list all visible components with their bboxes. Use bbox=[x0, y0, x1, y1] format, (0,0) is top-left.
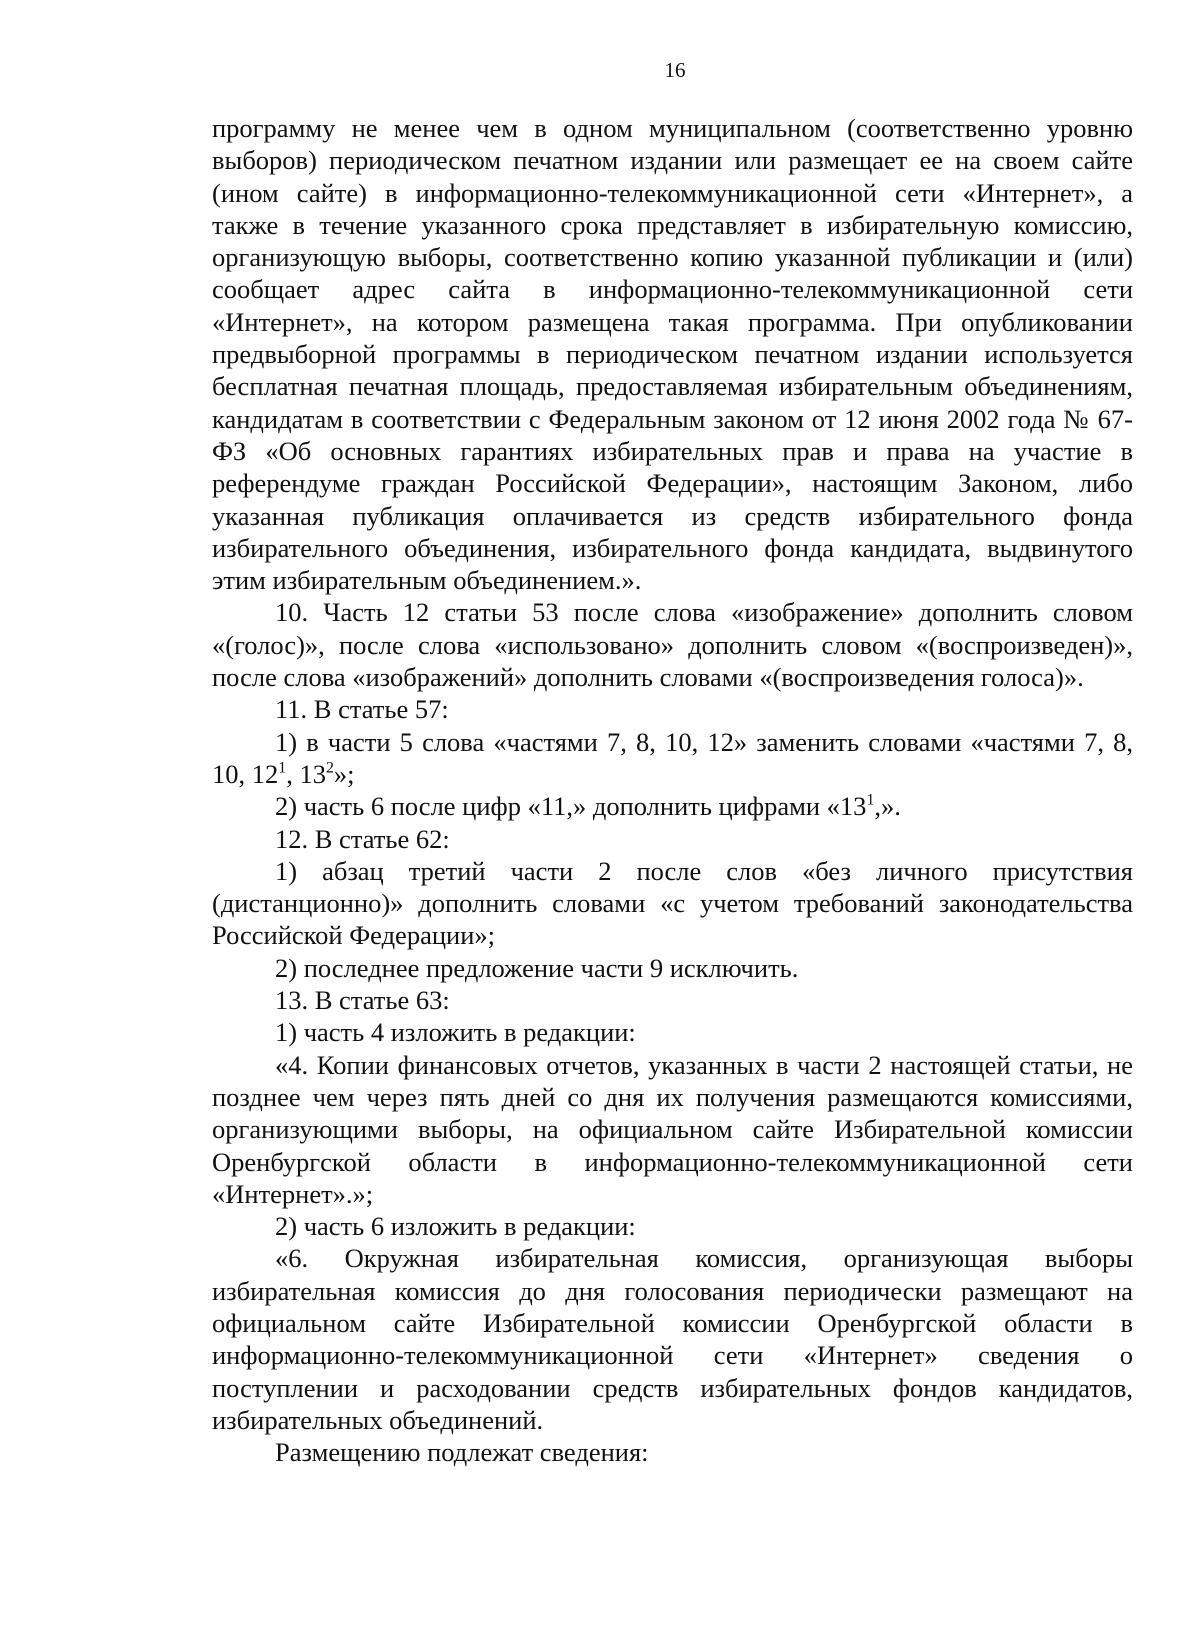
paragraph-quote-part-4: «4. Копии финансовых отчетов, указанных в части 2 настоящей статьи, не позднее чем через пять дней со дня их получения размещаются комиссиями, организующими выборы, на официальном сайте Избирательной комиссии Оренбургской области в информационно-телекоммуникационной сети «Интернет».»; bbox=[212, 1049, 1133, 1209]
paragraph-disclosure-intro: Размещению подлежат сведения: bbox=[275, 1437, 649, 1468]
document-body bbox=[212, 112, 1133, 1468]
paragraph-item-13-2: 2) часть 6 изложить в редакции: bbox=[275, 1211, 636, 1242]
paragraph-item-11-1 bbox=[212, 726, 1133, 791]
paragraph-item-12-1: 1) абзац третий части 2 после слов «без личного присутствия (дистанционно)» дополнить словами «с учетом требований законодательства Российской Федерации»; bbox=[212, 855, 1133, 951]
paragraph-item-10: 10. Часть 12 статьи 53 после слова «изображение» дополнить словом «(голос)», после слова «использовано» дополнить словом «(воспроизведен)», после слова «изображений» дополнить словами «(воспроизведения голоса)». bbox=[212, 597, 1133, 693]
paragraph-quote-part-6: «6. Окружная избирательная комиссия, организующая выборы избирательная комиссия до дня голосования периодически размещают на официальном сайте Избирательной комиссии Оренбургской области в информационно-телекоммуникационной сети «Интернет» сведения о поступлении и расходовании средств избирательных фондов кандидатов, избирательных объединений. bbox=[212, 1243, 1133, 1435]
item-11-1-end: »; bbox=[333, 758, 355, 789]
item-11-1-text: 1) в части 5 слова «частями 7, 8, 10, 12» заменить словами «частями 7, 8, 10, 12 bbox=[212, 726, 1133, 789]
paragraph-program-publication: программу не менее чем в одном муниципальном (соответственно уровню выборов) периодическом печатном издании или размещает ее на своем сайте (ином сайте) в информационно-телекоммуникационной сети «Интернет», а также в течение указанного срока представляет в избирательную комиссию, организующую выборы, соответственно копию указанной публикации и (или) сообщает адрес сайта в информационно-телекоммуникационной сети «Интернет», на котором размещена такая программа. При опубликовании предвыборной программы в периодическом печатном издании используется бесплатная печатная площадь, предоставляемая избирательным объединениям, кандидатам в соответствии с Федеральным законом от 12 июня 2002 года № 67-ФЗ «Об основных гарантиях избирательных прав и права на участие в референдуме граждан Российской Федерации», настоящим Законом, либо указанная публикация оплачивается из средств избирательного фонда избирательного объединения, избирательного фонда кандидата, выдвинутого этим избирательным объединением.». bbox=[212, 113, 1133, 596]
paragraph-item-13: 13. В статье 63: bbox=[275, 985, 450, 1016]
paragraph-item-11-2 bbox=[212, 790, 1133, 822]
page-number: 16 bbox=[664, 58, 686, 82]
paragraph-item-11: 11. В статье 57: bbox=[275, 694, 449, 725]
superscript: 1 bbox=[278, 759, 287, 777]
item-11-2-text: 2) часть 6 после цифр «11,» дополнить цифрами «13 bbox=[275, 791, 867, 822]
paragraph-item-12-2: 2) последнее предложение части 9 исключить. bbox=[275, 952, 799, 983]
paragraph-item-12: 12. В статье 62: bbox=[275, 823, 450, 854]
paragraph-item-13-1: 1) часть 4 изложить в редакции: bbox=[275, 1017, 636, 1048]
superscript: 2 bbox=[325, 759, 334, 777]
superscript: 1 bbox=[866, 791, 875, 809]
item-11-2-end: ,». bbox=[874, 791, 901, 822]
item-11-1-mid: , 13 bbox=[286, 758, 326, 789]
